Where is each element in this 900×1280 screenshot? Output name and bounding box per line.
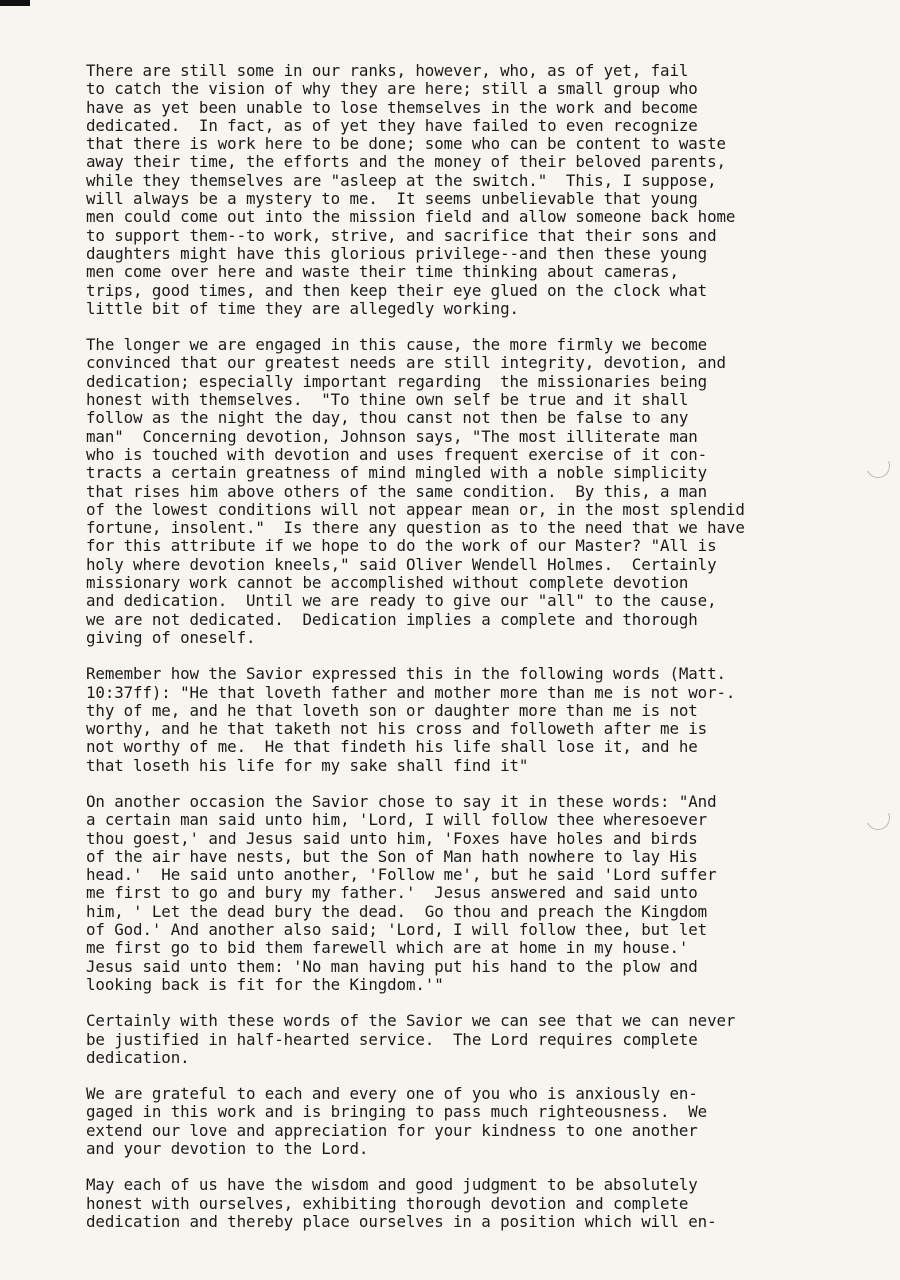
text-line: tracts a certain greatness of mind mingled with a noble simplicity: [86, 463, 708, 483]
text-line: dedication; especially important regarding the missionaries being: [86, 371, 708, 391]
text-line: thy of me, and he that loveth son or daughter more than me is not: [86, 700, 698, 720]
corner-mark: [0, 0, 30, 6]
text-line: that loseth his life for my sake shall find it": [86, 755, 529, 775]
text-line: honest with themselves. "To thine own self be true and it shall: [86, 390, 689, 410]
text-line: worthy, and he that taketh not his cross and followeth after me is: [86, 719, 708, 739]
text-line: to support them--to work, strive, and sacrifice that their sons and: [86, 225, 717, 245]
text-line: holy where devotion kneels," said Oliver Wendell Holmes. Certainly: [86, 554, 717, 574]
paragraph: [86, 1012, 876, 1067]
text-line: daughters might have this glorious privilege--and then these young: [86, 243, 708, 263]
text-line: giving of oneself.: [86, 627, 256, 647]
text-line: and dedication. Until we are ready to give our "all" to the cause,: [86, 591, 717, 611]
text-line: that rises him above others of the same condition. By this, a man: [86, 481, 708, 501]
text-line: honest with ourselves, exhibiting thorough devotion and complete: [86, 1193, 689, 1213]
text-line: little bit of time they are allegedly working.: [86, 298, 519, 318]
text-line: men come over here and waste their time thinking about cameras,: [86, 262, 679, 282]
text-line: thou goest,' and Jesus said unto him, 'Foxes have holes and birds: [86, 828, 698, 848]
text-line: The longer we are engaged in this cause, the more firmly we become: [86, 335, 708, 355]
text-line: be justified in half-hearted service. The Lord requires complete: [86, 1029, 698, 1049]
text-line: will always be a mystery to me. It seems unbelievable that young: [86, 189, 698, 209]
text-line: 10:37ff): "He that loveth father and mother more than me is not wor-.: [86, 682, 736, 702]
text-line: extend our love and appreciation for your kindness to one another: [86, 1120, 698, 1140]
text-line: men could come out into the mission field and allow someone back home: [86, 207, 736, 227]
text-line: follow as the night the day, thou canst not then be false to any: [86, 408, 689, 428]
text-line: of the air have nests, but the Son of Man hath nowhere to lay His: [86, 846, 698, 866]
text-line: a certain man said unto him, 'Lord, I will follow thee wheresoever: [86, 810, 708, 830]
text-line: have as yet been unable to lose themselves in the work and become: [86, 97, 698, 117]
text-line: There are still some in our ranks, however, who, as of yet, fail: [86, 61, 689, 80]
text-line: while they themselves are "asleep at the switch." This, I suppose,: [86, 170, 717, 190]
text-line: Certainly with these words of the Savior we can see that we can never: [86, 1011, 736, 1031]
paragraph: [86, 62, 876, 318]
text-line: May each of us have the wisdom and good judgment to be absolutely: [86, 1175, 698, 1195]
text-line: who is touched with devotion and uses frequent exercise of it con-: [86, 444, 708, 464]
paragraph: [86, 793, 876, 994]
text-line: and your devotion to the Lord.: [86, 1139, 369, 1159]
document-body: [86, 62, 876, 1249]
text-line: me first go to bid them farewell which are at home in my house.': [86, 938, 689, 958]
text-line: head.' He said unto another, 'Follow me', but he said 'Lord suffer: [86, 865, 717, 885]
text-line: not worthy of me. He that findeth his life shall lose it, and he: [86, 737, 698, 757]
text-line: We are grateful to each and every one of you who is anxiously en-: [86, 1084, 698, 1104]
text-line: we are not dedicated. Dedication implies a complete and thorough: [86, 609, 698, 629]
text-line: convinced that our greatest needs are still integrity, devotion, and: [86, 353, 726, 373]
paragraph: [86, 665, 876, 775]
text-line: of the lowest conditions will not appear mean or, in the most splendid: [86, 499, 745, 519]
text-line: Jesus said unto them: 'No man having put his hand to the plow and: [86, 956, 698, 976]
text-line: for this attribute if we hope to do the work of our Master? "All is: [86, 536, 717, 556]
text-line: gaged in this work and is bringing to pass much righteousness. We: [86, 1102, 708, 1122]
paragraph: [86, 1085, 876, 1158]
text-line: him, ' Let the dead bury the dead. Go thou and preach the Kingdom: [86, 901, 708, 921]
text-line: to catch the vision of why they are here; still a small group who: [86, 79, 698, 99]
text-line: missionary work cannot be accomplished without complete devotion: [86, 573, 689, 593]
text-line: away their time, the efforts and the money of their beloved parents,: [86, 152, 726, 172]
text-line: dedication and thereby place ourselves in a position which will en-: [86, 1211, 717, 1231]
text-line: On another occasion the Savior chose to say it in these words: "And: [86, 791, 717, 811]
text-line: dedication.: [86, 1047, 190, 1067]
paragraph: [86, 336, 876, 647]
paragraph: [86, 1176, 876, 1231]
text-line: Remember how the Savior expressed this in the following words (Matt.: [86, 664, 726, 684]
text-line: fortune, insolent." Is there any question as to the need that we have: [86, 518, 745, 538]
text-line: me first to go and bury my father.' Jesus answered and said unto: [86, 883, 698, 903]
text-line: dedicated. In fact, as of yet they have failed to even recognize: [86, 115, 698, 135]
text-line: of God.' And another also said; 'Lord, I will follow thee, but let: [86, 920, 708, 940]
text-line: looking back is fit for the Kingdom.'": [86, 974, 444, 994]
text-line: man" Concerning devotion, Johnson says, "The most illiterate man: [86, 426, 698, 446]
text-line: that there is work here to be done; some who can be content to waste: [86, 134, 726, 154]
text-line: trips, good times, and then keep their eye glued on the clock what: [86, 280, 708, 300]
